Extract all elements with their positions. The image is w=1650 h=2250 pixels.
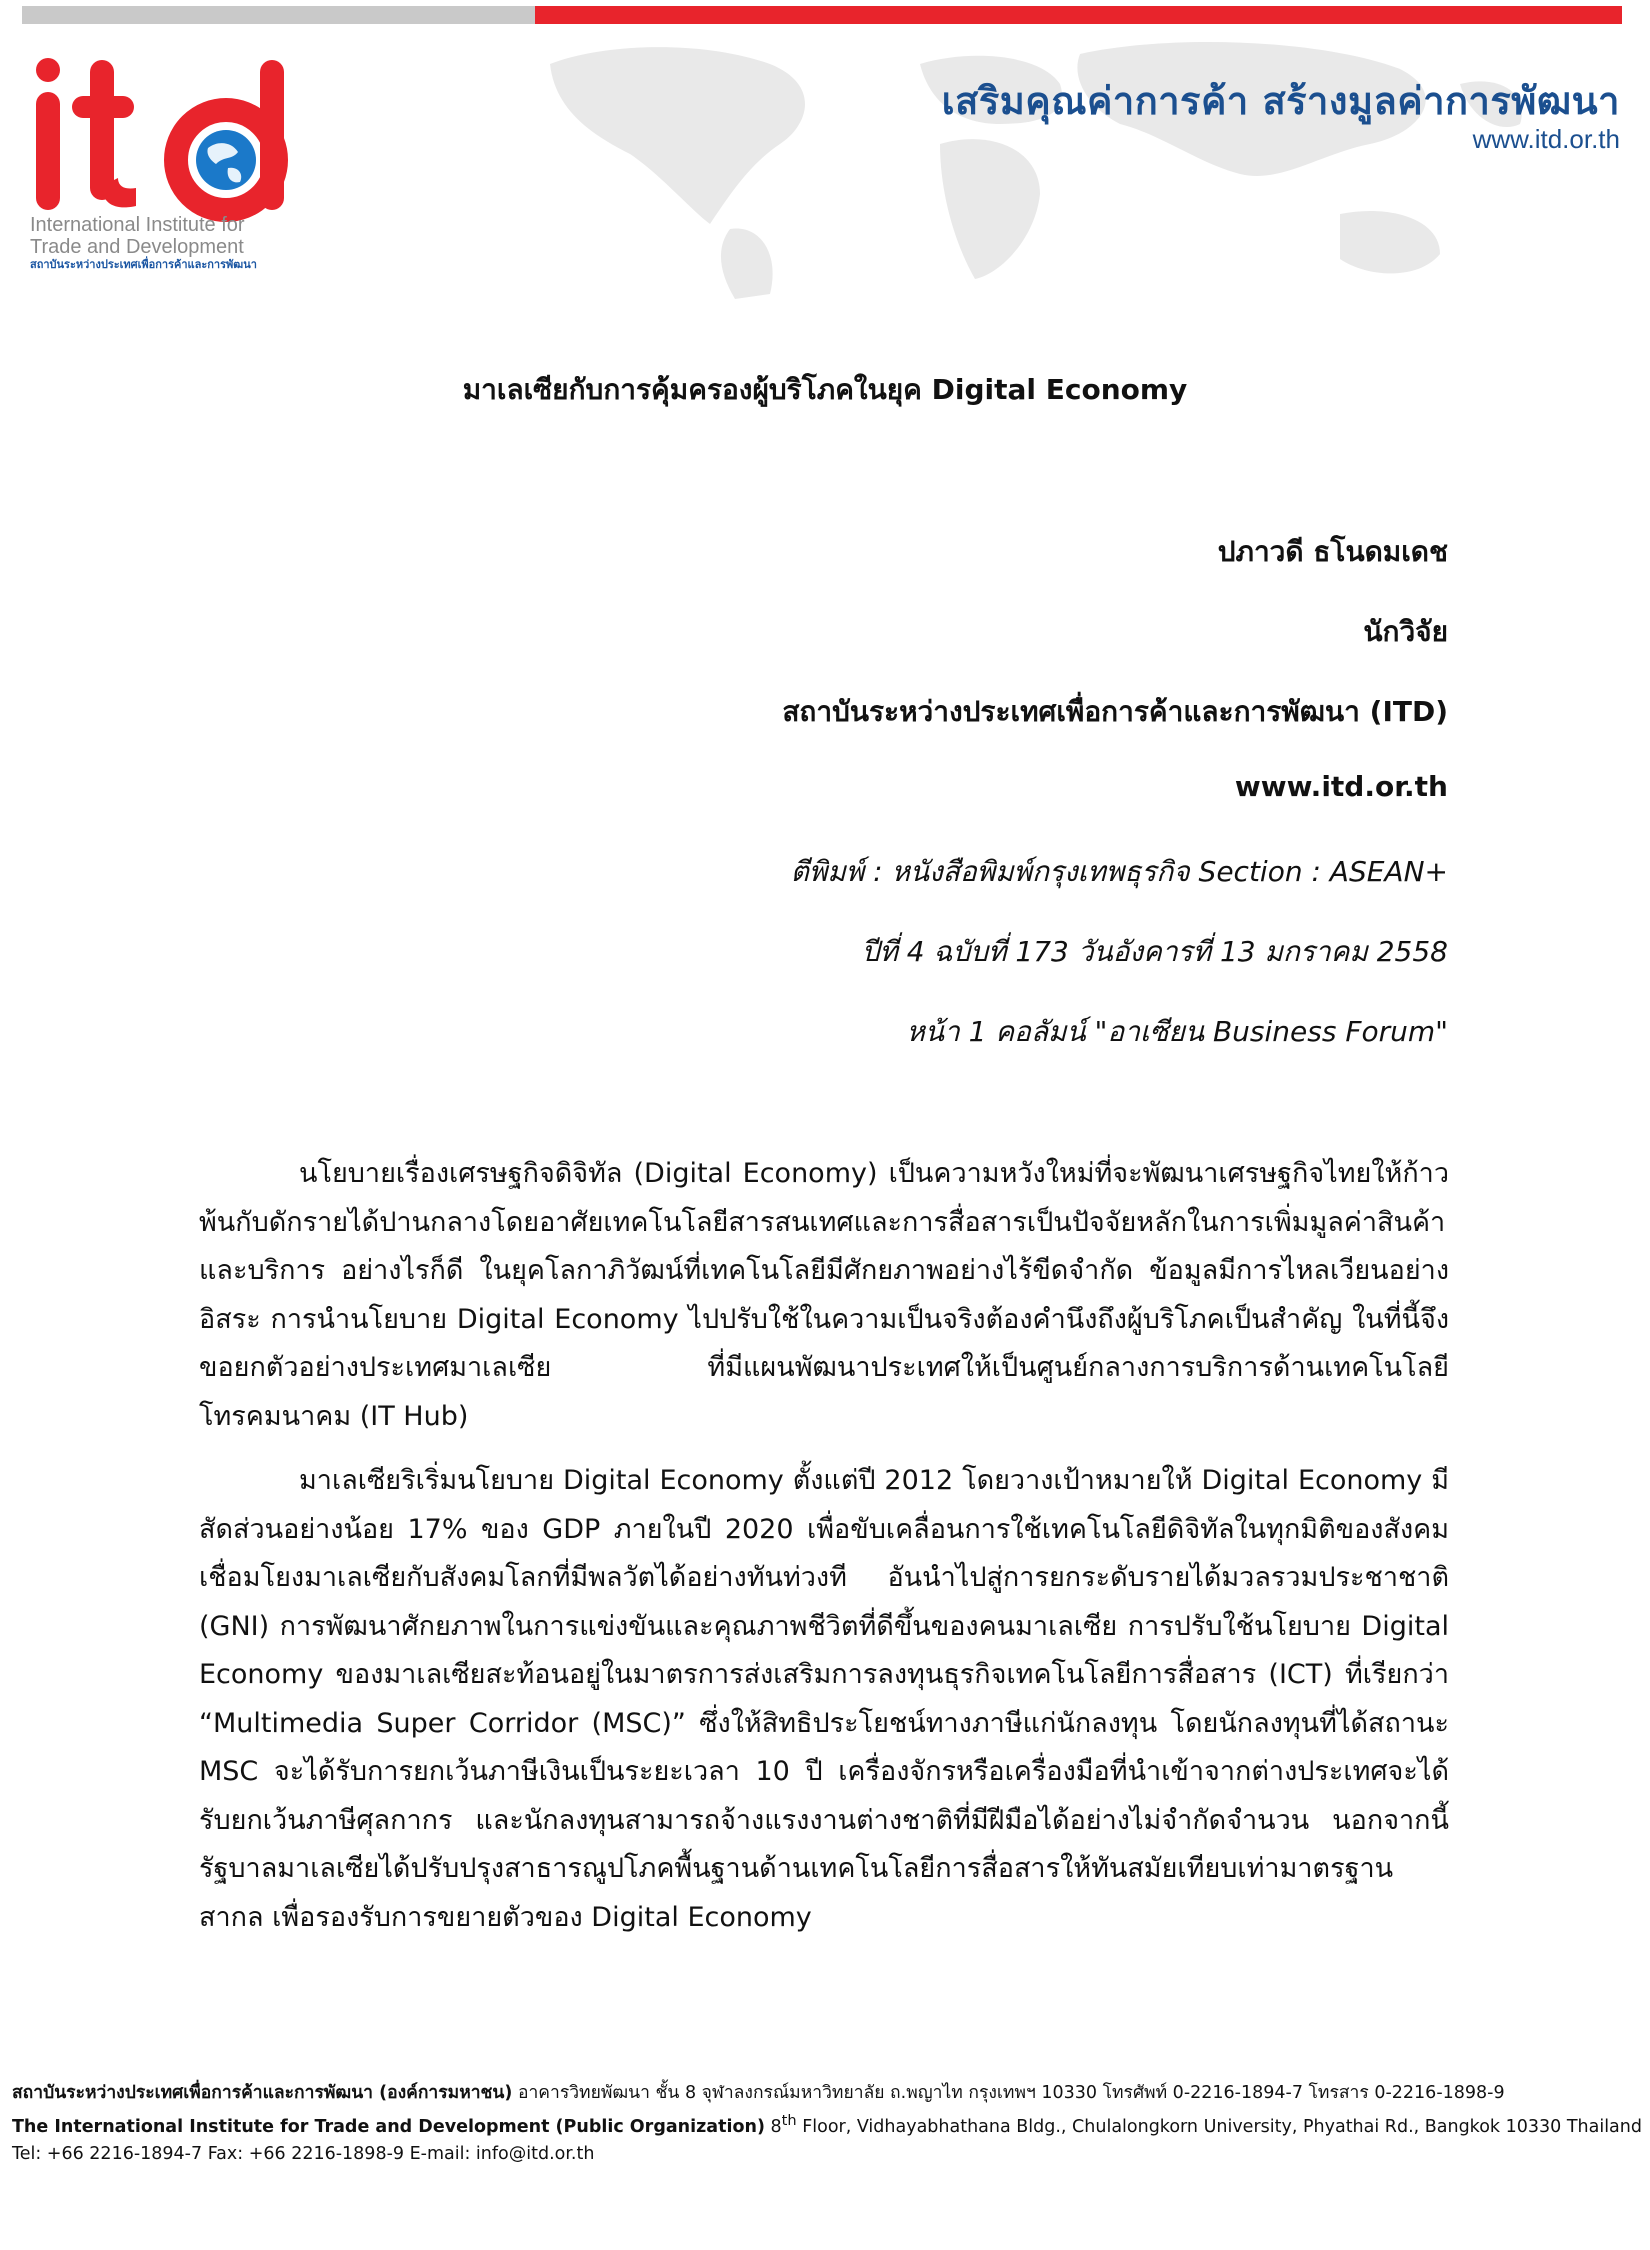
footer-contact: Tel: +66 2216-1894-7 Fax: +66 2216-1898-9 E-mail: info@itd.or.th — [12, 2143, 595, 2164]
globe-icon — [196, 130, 256, 190]
paragraph: มาเลเซียริเริ่มนโยบาย Digital Economy ตั้งแต่ปี 2012 โดยวางเป้าหมายให้ Digital Economy มีสัดส่วนอย่างน้อย 17% ของ GDP ภายในปี 2020 เพื่อขับเคลื่อนการใช้เทคโนโลยีดิจิทัลในทุกมิติของสังคม เชื่อมโยงมาเลเซียกับสังคมโลกที่มีพลวัตได้อย่างทันท่วงที อันนำไปสู่การยกระดับรายได้มวลรวมประชาชาติ (GNI) การพัฒนาศักยภาพในการแข่งขันและคุณภาพชีวิตที่ดีขึ้นของคนมาเลเซีย การปรับใช้นโยบาย Digital Economy ของมาเลเซียสะท้อนอยู่ในมาตรการส่งเสริมการลงทุนธุรกิจเทคโนโลยีการสื่อสาร (ICT) ที่เรียกว่า “Multimedia Super Corridor (MSC)” ซึ่งให้สิทธิประโยชน์ทางภาษีแก่นักลงทุน โดยนักลงทุนที่ได้สถานะ MSC จะได้รับการยกเว้นภาษีเงินเป็นระยะเวลา 10 ปี เครื่องจักรหรือเครื่องมือที่นำเข้าจากต่างประเทศจะได้รับยกเว้นภาษีศุลกากร และนักลงทุนสามารถจ้างแรงงานต่างชาติที่มีฝีมือได้อย่างไม่จำกัดจำนวน นอกจากนี้ รัฐบาลมาเลเซียได้ปรับปรุงสาธารณูปโภคพื้นฐานด้านเทคโนโลยีการสื่อสารให้ทันสมัยเทียบเท่ามาตรฐานสากล เพื่อรองรับการขยายตัวของ Digital Economy — [199, 1465, 1449, 1933]
world-map-watermark — [520, 24, 1620, 304]
author-institution: สถาบันระหว่างประเทศเพื่อการค้าและการพัฒนา (ITD) — [782, 695, 1448, 728]
logo-subtitle — [30, 214, 257, 272]
logo-dot — [36, 58, 60, 82]
header-slogan: เสริมคุณค่าการค้า สร้างมูลค่าการพัฒนา — [941, 79, 1620, 123]
page-footer — [12, 2080, 1640, 2168]
logo-subtitle-thai: สถาบันระหว่างประเทศเพื่อการค้าและการพัฒนา — [30, 259, 257, 271]
publication-column: หน้า 1 คอลัมน์ "อาเซียน Business Forum" — [906, 1015, 1448, 1048]
footer-thai-address: อาคารวิทยพัฒนา ชั้น 8 จุฬาลงกรณ์มหาวิทยาลัย ถ.พญาไท กรุงเทพฯ 10330 โทรศัพท์ 0-2216-1894-7 โทรสาร 0-2216-1898-9 — [512, 2083, 1505, 2103]
header-website: www.itd.or.th — [1472, 124, 1620, 154]
publication-source: ตีพิมพ์ : หนังสือพิมพ์กรุงเทพธุรกิจ Section : ASEAN+ — [790, 855, 1448, 888]
logo-letter-d-stem — [260, 60, 284, 210]
publication-issue: ปีที่ 4 ฉบับที่ 173 วันอังคารที่ 13 มกราคม 2558 — [861, 935, 1448, 968]
footer-english-line — [12, 2107, 1640, 2141]
footer-english-address: Floor, Vidhayabhathana Bldg., Chulalongkorn University, Phyathai Rd., Bangkok 10330 Thailand — [796, 2116, 1642, 2137]
author-position: นักวิจัย — [1363, 615, 1448, 648]
article-body — [199, 1150, 1449, 1958]
footer-english-org: The International Institute for Trade and Development (Public Organization) — [12, 2116, 765, 2137]
footer-floor: 8 — [764, 2116, 782, 2137]
document-title: มาเลเซียกับการคุ้มครองผู้บริโภคในยุค Digital Economy — [462, 373, 1188, 406]
author-name: ปภาวดี ธโนดมเดช — [1217, 535, 1448, 568]
logo-letter-t-bar — [72, 96, 134, 118]
logo-subtitle-line2: Trade and Development — [30, 236, 244, 258]
author-website: www.itd.or.th — [1234, 770, 1448, 803]
logo-letter-t-stem — [90, 60, 114, 200]
logo-subtitle-line1: International Institute for — [30, 214, 245, 236]
header-gray-bar — [22, 6, 535, 24]
logo-letter-i — [36, 92, 60, 210]
header-red-bar — [535, 6, 1622, 24]
footer-thai-org: สถาบันระหว่างประเทศเพื่อการค้าและการพัฒนา (องค์การมหาชน) — [12, 2083, 513, 2103]
footer-floor-suffix: th — [781, 2112, 797, 2129]
paragraph: นโยบายเรื่องเศรษฐกิจดิจิทัล (Digital Economy) เป็นความหวังใหม่ที่จะพัฒนาเศรษฐกิจไทยให้ก้าวพ้นกับดักรายได้ปานกลางโดยอาศัยเทคโนโลยีสารสนเทศและการสื่อสารเป็นปัจจัยหลักในการเพิ่มมูลค่าสินค้าและบริการ อย่างไรก็ดี ในยุคโลกาภิวัฒน์ที่เทคโนโลยีมีศักยภาพอย่างไร้ขีดจำกัด ข้อมูลมีการไหลเวียนอย่างอิสระ การนำนโยบาย Digital Economy ไปปรับใช้ในความเป็นจริงต้องคำนึงถึงผู้บริโภคเป็นสำคัญ ในที่นี้จึงขอยกตัวอย่างประเทศมาเลเซีย ที่มีแผนพัฒนาประเทศให้เป็นศูนย์กลางการบริการด้านเทคโนโลยีโทรคมนาคม (IT Hub) — [199, 1158, 1449, 1432]
footer-thai-line — [12, 2080, 1640, 2107]
